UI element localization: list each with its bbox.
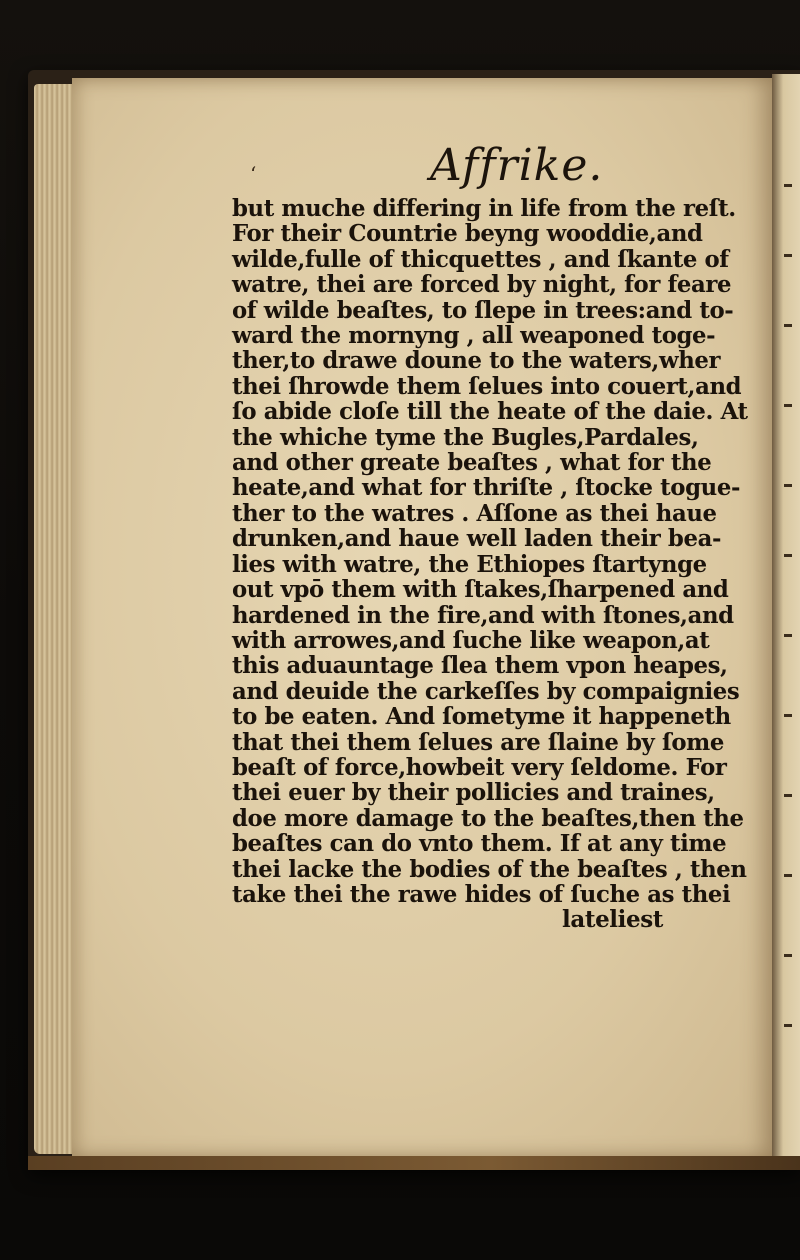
page-title: Affrike. <box>430 140 604 191</box>
text-line: heate,and what for thriſte , ſtocke togue- <box>232 474 741 502</box>
text-line: that thei them ſelues are ſlaine by ſome <box>232 728 725 756</box>
text-line: thei euer by their pollicies and traines, <box>232 779 715 807</box>
text-line: watre, thei are forced by night, for feare <box>232 271 732 299</box>
text-line: thei ſhrowde them ſelues into couert,and <box>232 372 742 400</box>
body-text <box>232 196 762 933</box>
book-bottom-edge <box>28 1156 800 1170</box>
text-line: and deuide the carkeſſes by compaignies <box>232 677 740 705</box>
text-line: lies with watre, the Ethiopes ſtartynge <box>232 550 707 578</box>
text-line: ſo abide cloſe till the heate of the daie. At <box>232 398 748 426</box>
header-mark: ʻ <box>250 162 257 186</box>
text-line: to be eaten. And ſometyme it happeneth <box>232 703 731 731</box>
text-line: take thei the rawe hides of ſuche as thei <box>232 880 731 908</box>
text-line: out vpō them with ſtakes,ſharpened and <box>232 576 729 604</box>
text-line: but muche differing in life from the reſt. <box>232 195 736 222</box>
text-line: beaſt of force,howbeit very ſeldome. For <box>232 753 727 781</box>
text-line: For their Countrie beyng wooddie,and <box>232 220 703 248</box>
text-line: ward the mornyng , all weaponed toge- <box>232 322 716 350</box>
text-line: drunken,and haue well laden their bea- <box>232 525 722 553</box>
text-line: hardened in the fire,and with ſtones,and <box>232 601 734 629</box>
text-line: this aduauntage ſlea them vpon heapes, <box>232 652 728 680</box>
text-line: the whiche tyme the Bugles,Pardales, <box>232 423 699 451</box>
text-line: wilde,fulle of thicquettes , and ſkante of <box>232 245 729 273</box>
page-edges <box>34 84 74 1154</box>
text-line: ther to the watres . Aſſone as thei haue <box>232 499 717 527</box>
facing-page-edge <box>772 74 800 1164</box>
running-header <box>230 140 604 196</box>
text-line: of wilde beaſtes, to ſlepe in trees:and to- <box>232 296 734 324</box>
text-line: and other greate beaſtes , what for the <box>232 449 712 477</box>
text-line: doe more damage to the beaſtes,then the <box>232 804 744 832</box>
text-line: with arrowes,and ſuche like weapon,at <box>232 626 710 654</box>
text-line: thei lacke the bodies of the beaſtes , then <box>232 855 747 883</box>
text-line: ther,to drawe doune to the waters,wher <box>232 347 721 375</box>
catchword: lateliest <box>562 906 663 934</box>
text-line: beaſtes can do vnto them. If at any time <box>232 830 727 858</box>
